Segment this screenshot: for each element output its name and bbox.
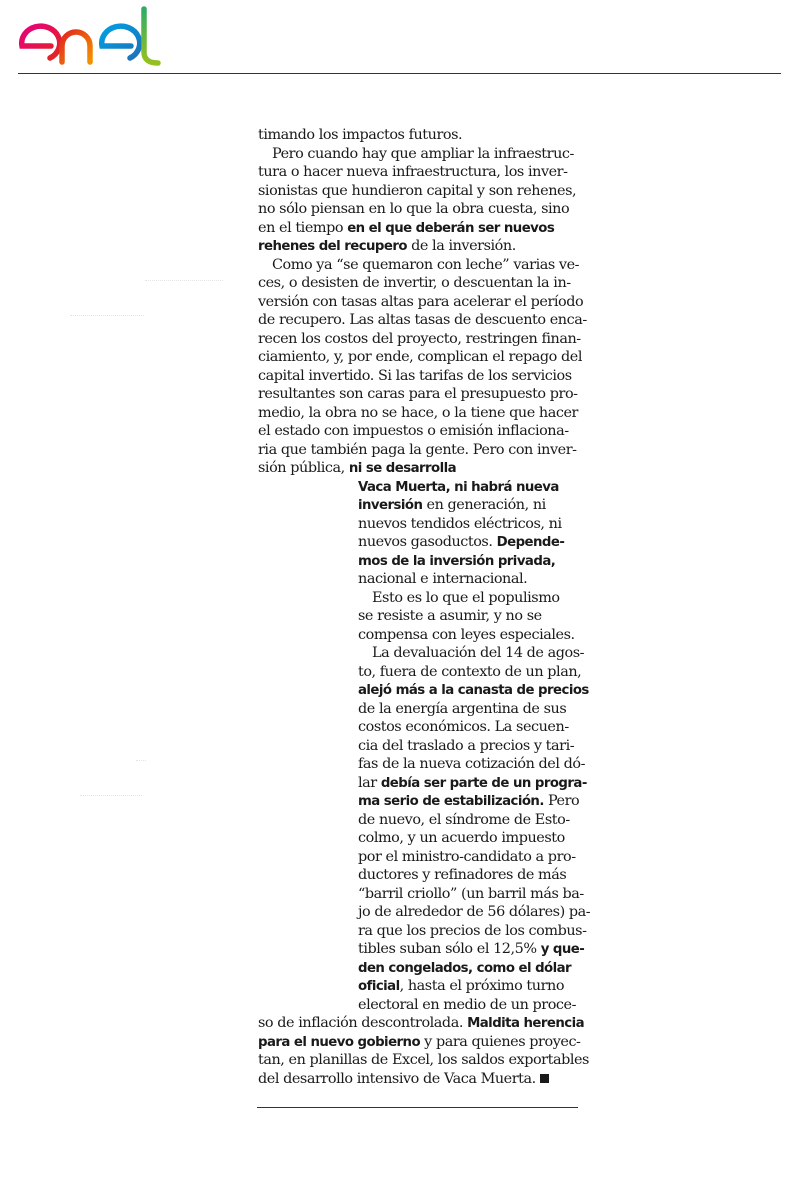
article-line [258,293,590,312]
text: costos económicos. La secuen- [358,719,569,735]
article-line [258,700,590,719]
article-line [258,663,590,682]
article-line [258,496,590,515]
logo-letter-l [144,9,158,63]
article-line [258,829,590,848]
enel-logo [18,6,183,68]
article-line [258,866,590,885]
article-line [258,607,590,626]
article-line [258,885,590,904]
logo-letter-e1 [22,26,60,58]
text: y para quienes proyec- [420,1033,581,1050]
text: tura o hacer nueva infraestructura, los inver- [258,164,568,180]
bold-text: Maldita herencia [467,1016,585,1031]
text: Como ya “se quemaron con leche” varias ve- [272,256,580,273]
article-line [258,977,590,996]
text: tibles suban sólo el 12,5% [358,941,541,957]
text: “barril criollo” (un barril más ba- [358,885,584,902]
text: La devaluación del 14 de agos- [372,645,585,661]
article-line [258,681,590,700]
article-line [258,533,590,552]
text: en el tiempo [258,219,348,236]
article-line [258,589,590,608]
text: no sólo piensan en lo que la obra cuesta, sino [258,201,570,217]
text: de recupero. Las altas tasas de descuento enca- [258,312,587,328]
article-line [258,404,590,423]
article-line [258,755,590,774]
text: cia del traslado a precios y tari- [358,737,575,754]
logo-letter-e2 [102,26,140,58]
bold-text: den congelados, como el dólar [358,960,572,976]
bold-text: rehenes del recupero [258,239,407,254]
text: de la inversión. [406,238,516,254]
text: en generación, ni [422,497,546,513]
article-line [258,237,590,256]
bold-text: debía ser parte de un progra- [380,775,587,791]
text: sionistas que hundieron capital y son rehenes, [258,182,577,199]
text: ductores y refinadores de más [358,867,567,883]
article-line [258,219,590,238]
bold-text: mos de la inversión privada, [358,553,556,569]
article-line [258,515,590,534]
text: fas de la nueva cotización del dó- [358,756,586,772]
faint-rule [70,315,144,316]
article-line [258,367,590,386]
text: de nuevo, el síndrome de Esto- [358,811,570,828]
text: nuevos gasoductos. [358,534,497,550]
text: tan, en planillas de Excel, los saldos exportables [258,1052,589,1068]
article-line [258,774,590,793]
text: compensa con leyes especiales. [358,626,575,643]
bold-text: Vaca Muerta, ni habrá nueva [358,479,559,495]
bold-text: Depende- [496,535,565,550]
article-line [258,441,590,460]
article-body [258,126,590,1088]
logo-letter-n [62,32,90,62]
text: de la energía argentina de sus [358,700,567,717]
bold-text: inversión [358,498,423,513]
text: ciamiento, y, por ende, complican el repago del [258,349,583,365]
article-line [258,348,590,367]
bold-text: para el nuevo gobierno [258,1034,421,1050]
text: resultantes son caras para el presupuesto pro- [258,386,578,402]
article-line [258,903,590,922]
article-line [258,552,590,571]
article-line [258,737,590,756]
article-line [258,644,590,663]
text: nuevos tendidos eléctricos, ni [358,515,562,532]
article-line [258,163,590,182]
article-line [258,311,590,330]
article-line [258,811,590,830]
text: se resiste a asumir, y no se [358,608,542,624]
text: sión pública, [258,460,349,476]
text: Esto es lo que el populismo [372,589,560,606]
end-of-article-square-icon [540,1074,549,1083]
article-line [258,940,590,959]
text: recen los costos del proyecto, restringen finan- [258,330,581,347]
text: electoral en medio de un proce- [358,996,577,1013]
faint-rule [145,280,223,281]
faint-rule [80,795,142,796]
text: capital invertido. Si las tarifas de los servicios [258,367,572,384]
article-line [258,182,590,201]
text: ces, o desisten de invertir, o descuentan la in- [258,275,571,291]
article-line [258,718,590,737]
text: Pero [543,793,580,809]
bold-text: y que- [540,942,585,957]
text: colmo, y un acuerdo impuesto [358,830,565,846]
article-line [258,848,590,867]
text: so de inflación descontrolada. [258,1015,468,1031]
text: jo de alrededor de 56 dólares) pa- [358,904,591,920]
article-line [258,1051,590,1070]
bold-text: ma serio de estabilización. [358,794,544,809]
article-line [258,145,590,164]
bold-text: oficial [358,979,400,994]
article-line [258,922,590,941]
bold-text: alejó más a la canasta de precios [358,683,589,698]
text: por el ministro-candidato a pro- [358,848,576,865]
article-line [258,256,590,275]
article-line [258,570,590,589]
article-line [258,959,590,978]
text: Pero cuando hay que ampliar la infraestruc- [272,145,574,162]
text: del desarrollo intensivo de Vaca Muerta. [258,1070,536,1087]
article-line [258,330,590,349]
text: medio, la obra no se hace, o la tiene que hacer [258,404,578,421]
article-line [258,200,590,219]
text: nacional e internacional. [358,571,528,587]
text: lar [358,774,381,791]
article-line [258,626,590,645]
article-line [258,1070,590,1089]
article-line [258,126,590,145]
bold-text: en el que deberán ser nuevos [347,220,555,236]
text: timando los impactos futuros. [258,127,463,143]
text: to, fuera de contexto de un plan, [358,663,582,680]
header-divider [18,73,781,74]
article-line [258,996,590,1015]
text: el estado con impuestos o emisión inflaciona- [258,423,569,439]
text: versión con tasas altas para acelerar el período [258,293,584,310]
article-line [258,478,590,497]
article-line [258,274,590,293]
faint-rule [136,760,146,761]
article-line [258,792,590,811]
article-line [258,1033,590,1052]
article-line [258,459,590,478]
bold-text: ni se desarrolla [348,461,457,476]
article-line [258,385,590,404]
article-line [258,422,590,441]
article-line [258,1014,590,1033]
text: ra que los precios de los combus- [358,922,587,939]
footer-divider [257,1107,578,1108]
text: ria que también paga la gente. Pero con inver- [258,441,577,458]
text: , hasta el próximo turno [399,978,565,994]
